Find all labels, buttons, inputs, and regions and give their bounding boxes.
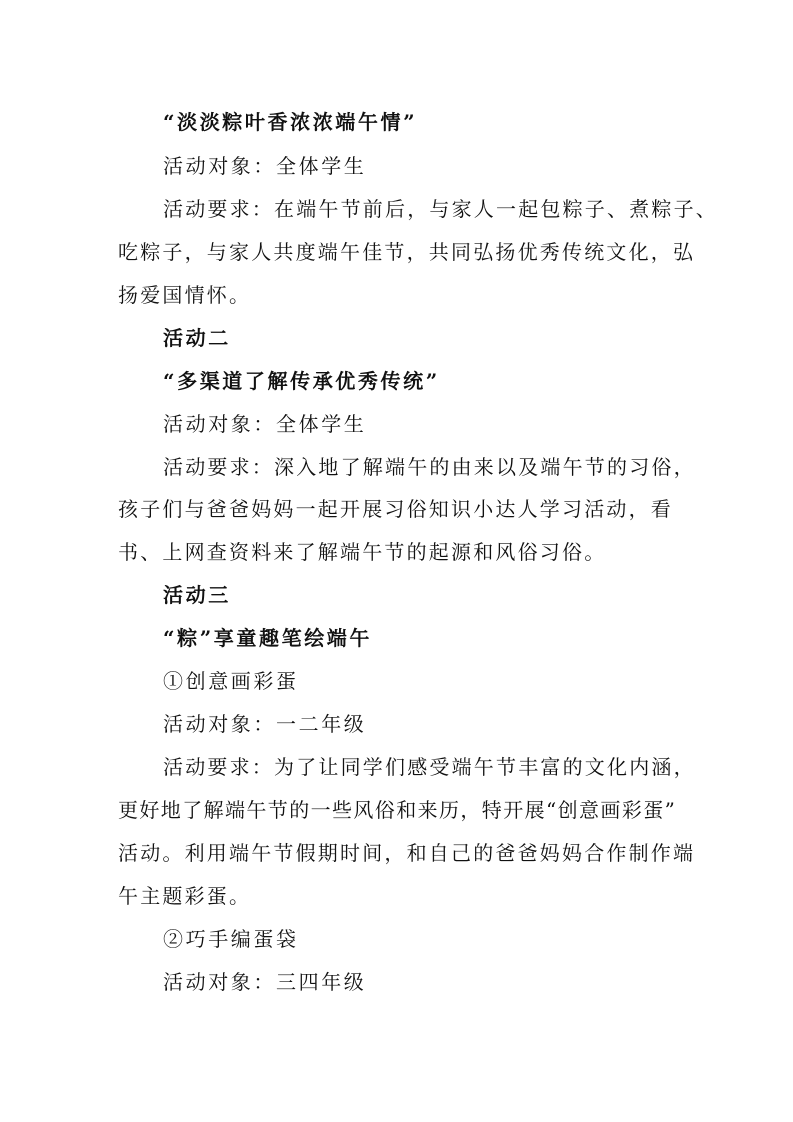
activity3-sub1-requirement-line-1: 活动要求：为了让同学们感受端午节丰富的文化内涵， <box>163 755 696 779</box>
activity2-title: “多渠道了解传承优秀传统” <box>163 369 440 393</box>
activity3-sub2-target: 活动对象：三四年级 <box>163 970 367 994</box>
activity3-sub1-requirement-line-2: 更好地了解端午节的一些风俗和来历，特开展“创意画彩蛋” <box>118 798 677 822</box>
activity1-title: “淡淡粽叶香浓浓端午情” <box>163 110 418 134</box>
activity3-sub1-requirement-line-3: 活动。利用端午节假期时间，和自己的爸爸妈妈合作制作端 <box>118 841 696 865</box>
activity3-heading: 活动三 <box>163 583 231 607</box>
activity1-requirement-line-2: 吃粽子，与家人共度端午佳节，共同弘扬优秀传统文化，弘 <box>118 240 696 264</box>
activity3-sub1-requirement-line-4: 午主题彩蛋。 <box>118 884 252 908</box>
activity1-requirement-line-3: 扬爱国情怀。 <box>118 283 252 307</box>
activity3-sub1-title: ①创意画彩蛋 <box>163 669 299 693</box>
activity1-target: 活动对象：全体学生 <box>163 154 367 178</box>
activity3-sub2-title: ②巧手编蛋袋 <box>163 927 299 951</box>
activity2-target: 活动对象：全体学生 <box>163 412 367 436</box>
activity3-title: “粽”享童趣笔绘端午 <box>163 626 373 650</box>
activity2-requirement-line-3: 书、上网查资料来了解端午节的起源和风俗习俗。 <box>118 540 607 564</box>
activity2-requirement-line-2: 孩子们与爸爸妈妈一起开展习俗知识小达人学习活动，看 <box>118 497 673 521</box>
activity2-heading: 活动二 <box>163 326 231 350</box>
activity2-requirement-line-1: 活动要求：深入地了解端午的由来以及端午节的习俗， <box>163 455 696 479</box>
activity1-requirement-line-1: 活动要求：在端午节前后，与家人一起包粽子、煮粽子、 <box>163 197 718 221</box>
activity3-sub1-target: 活动对象：一二年级 <box>163 712 367 736</box>
